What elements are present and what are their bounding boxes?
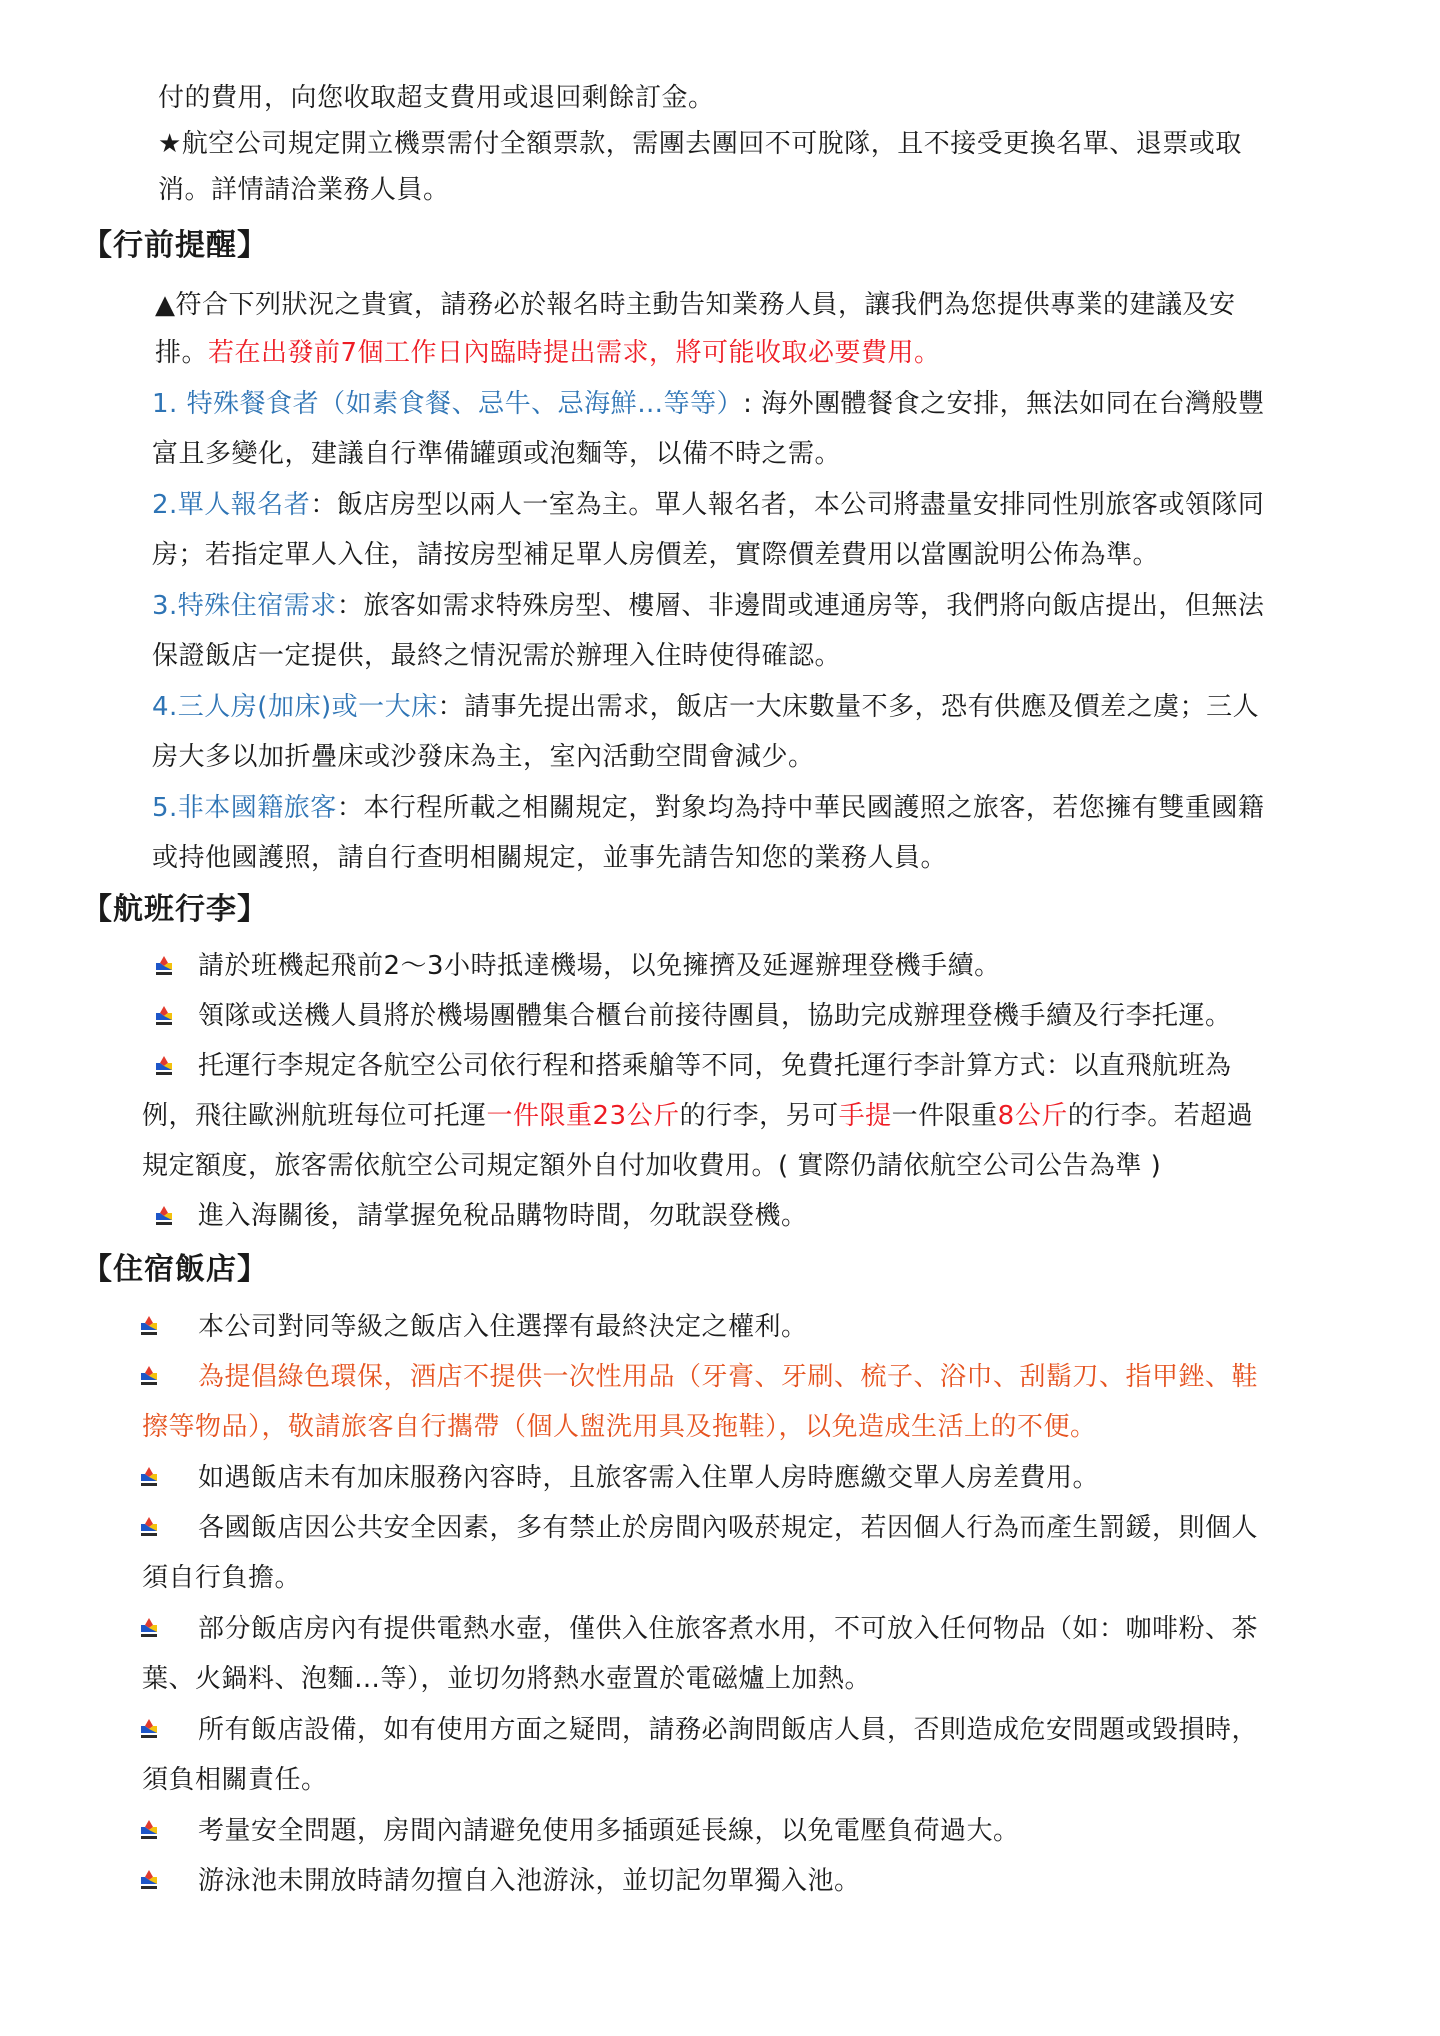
red-text: 手提 bbox=[838, 1101, 892, 1131]
item-label: 5.非本國籍旅客 bbox=[152, 793, 337, 823]
intro-line-3: 消。詳情請洽業務人員。 bbox=[158, 175, 450, 205]
hotel-bullet-1: 本公司對同等級之飯店入住選擇有最終決定之權利。 bbox=[198, 1312, 808, 1342]
pretrip-item-5-line-2: 或持他國護照，請自行查明相關規定，並事先請告知您的業務人員。 bbox=[152, 843, 948, 873]
hotel-bullet-2-line-2: 擦等物品），敬請旅客自行攜帶（個人盥洗用具及拖鞋），以免造成生活上的不便。 bbox=[142, 1412, 1097, 1442]
item-text: ：請事先提出需求，飯店一大床數量不多，恐有供應及價差之虞；三人 bbox=[437, 692, 1260, 722]
hotel-bullet-4-line-1: 各國飯店因公共安全因素，多有禁止於房間內吸菸規定，若因個人行為而產生罰鍰，則個人 bbox=[198, 1513, 1259, 1543]
flight-bullet-4: 進入海關後，請掌握免稅品購物時間，勿耽誤登機。 bbox=[198, 1201, 808, 1231]
flight-bullet-2: 領隊或送機人員將於機場團體集合櫃台前接待團員，協助完成辦理登機手續及行李托運。 bbox=[198, 1001, 1232, 1031]
red-text: 8公斤 bbox=[997, 1101, 1068, 1131]
intro-line-2: ★航空公司規定開立機票需付全額票款，需團去團回不可脫隊，且不接受更換名單、退票或取 bbox=[158, 129, 1242, 159]
hotel-bullet-8: 游泳池未開放時請勿擅自入池游泳，並切記勿單獨入池。 bbox=[198, 1866, 861, 1896]
hotel-bullet-4-line-2: 須自行負擔。 bbox=[142, 1563, 302, 1593]
flight-heading: 【航班行李】 bbox=[82, 892, 268, 927]
bullet-icon bbox=[153, 955, 175, 977]
item-text: ：飯店房型以兩人一室為主。單人報名者，本公司將盡量安排同性別旅客或領隊同 bbox=[310, 490, 1265, 520]
item-label: 3.特殊住宿需求 bbox=[152, 591, 337, 621]
red-text: 一件限重23公斤 bbox=[486, 1101, 680, 1131]
item-text: : 海外團體餐食之安排，無法如同在台灣般豐 bbox=[743, 389, 1265, 419]
hotel-bullet-5-line-2: 葉、火鍋料、泡麵…等），並切勿將熱水壺置於電磁爐上加熱。 bbox=[142, 1664, 872, 1694]
item-label: 1. 特殊餐食者（如素食餐、忌牛、忌海鮮…等等） bbox=[152, 389, 744, 419]
pretrip-notice-line-1: ▲符合下列狀況之貴賓，請務必於報名時主動告知業務人員，讓我們為您提供專業的建議及安 bbox=[155, 290, 1236, 320]
bullet-icon bbox=[138, 1315, 160, 1337]
hotel-bullet-6-line-2: 須負相關責任。 bbox=[142, 1765, 328, 1795]
notice-prefix: 排。 bbox=[155, 338, 209, 368]
hotel-heading: 【住宿飯店】 bbox=[82, 1252, 268, 1287]
bullet-icon bbox=[138, 1869, 160, 1891]
bullet-icon bbox=[138, 1466, 160, 1488]
bullet-icon bbox=[138, 1819, 160, 1841]
pretrip-item-4-line-2: 房大多以加折疊床或沙發床為主，室內活動空間會減少。 bbox=[152, 742, 815, 772]
bullet-icon bbox=[153, 1205, 175, 1227]
pretrip-item-3-line-1 bbox=[152, 588, 1264, 624]
hotel-bullet-3: 如遇飯店未有加床服務內容時，且旅客需入住單人房時應繳交單人房差費用。 bbox=[198, 1463, 1100, 1493]
pretrip-item-1-line-1 bbox=[152, 386, 1265, 422]
flight-bullet-3-line-3: 規定額度，旅客需依航空公司規定額外自付加收費用。( 實際仍請依航空公司公告為準 ) bbox=[142, 1151, 1162, 1181]
pretrip-heading: 【行前提醒】 bbox=[82, 228, 268, 263]
hotel-bullet-6-line-1: 所有飯店設備，如有使用方面之疑問，請務必詢問飯店人員，否則造成危安問題或毀損時， bbox=[198, 1715, 1259, 1745]
flight-bullet-1: 請於班機起飛前2～3小時抵達機場，以免擁擠及延遲辦理登機手續。 bbox=[198, 951, 1001, 981]
bullet-icon bbox=[138, 1718, 160, 1740]
item-text: ：旅客如需求特殊房型、樓層、非邊間或連通房等，我們將向飯店提出，但無法 bbox=[336, 591, 1265, 621]
hotel-bullet-2-line-1: 為提倡綠色環保，酒店不提供一次性用品（牙膏、牙刷、梳子、浴巾、刮鬍刀、指甲銼、鞋 bbox=[198, 1362, 1259, 1392]
pretrip-item-2-line-1 bbox=[152, 487, 1264, 523]
flight-bullet-3-line-2 bbox=[142, 1098, 1253, 1134]
text: 例，飛往歐洲航班每位可托運 bbox=[142, 1101, 487, 1131]
item-label: 4.三人房(加床)或一大床 bbox=[152, 692, 438, 722]
item-label: 2.單人報名者 bbox=[152, 490, 311, 520]
text: 的行李，另可 bbox=[679, 1101, 839, 1131]
pretrip-notice-line-2 bbox=[155, 335, 941, 371]
item-text: ：本行程所載之相關規定，對象均為持中華民國護照之旅客，若您擁有雙重國籍 bbox=[336, 793, 1265, 823]
pretrip-item-3-line-2: 保證飯店一定提供，最終之情況需於辦理入住時使得確認。 bbox=[152, 641, 842, 671]
bullet-icon bbox=[138, 1365, 160, 1387]
text: 的行李。若超過 bbox=[1067, 1101, 1254, 1131]
bullet-icon bbox=[138, 1516, 160, 1538]
hotel-bullet-5-line-1: 部分飯店房內有提供電熱水壺，僅供入住旅客煮水用，不可放入任何物品（如：咖啡粉、茶 bbox=[198, 1614, 1259, 1644]
pretrip-item-2-line-2: 房；若指定單人入住，請按房型補足單人房價差，實際價差費用以當團說明公佈為準。 bbox=[152, 540, 1160, 570]
bullet-icon bbox=[138, 1617, 160, 1639]
pretrip-item-4-line-1 bbox=[152, 689, 1259, 725]
intro-line-1: 付的費用，向您收取超支費用或退回剩餘訂金。 bbox=[158, 83, 715, 113]
notice-red-text: 若在出發前7個工作日內臨時提出需求，將可能收取必要費用。 bbox=[208, 338, 941, 368]
hotel-bullet-7: 考量安全問題，房間內請避免使用多插頭延長線，以免電壓負荷過大。 bbox=[198, 1816, 1020, 1846]
bullet-icon bbox=[153, 1055, 175, 1077]
pretrip-item-5-line-1 bbox=[152, 790, 1264, 826]
text: 一件限重 bbox=[891, 1101, 998, 1131]
pretrip-item-1-line-2: 富且多變化，建議自行準備罐頭或泡麵等，以備不時之需。 bbox=[152, 439, 842, 469]
flight-bullet-3-line-1: 托運行李規定各航空公司依行程和搭乘艙等不同，免費托運行李計算方式：以直飛航班為 bbox=[198, 1051, 1232, 1081]
bullet-icon bbox=[153, 1005, 175, 1027]
